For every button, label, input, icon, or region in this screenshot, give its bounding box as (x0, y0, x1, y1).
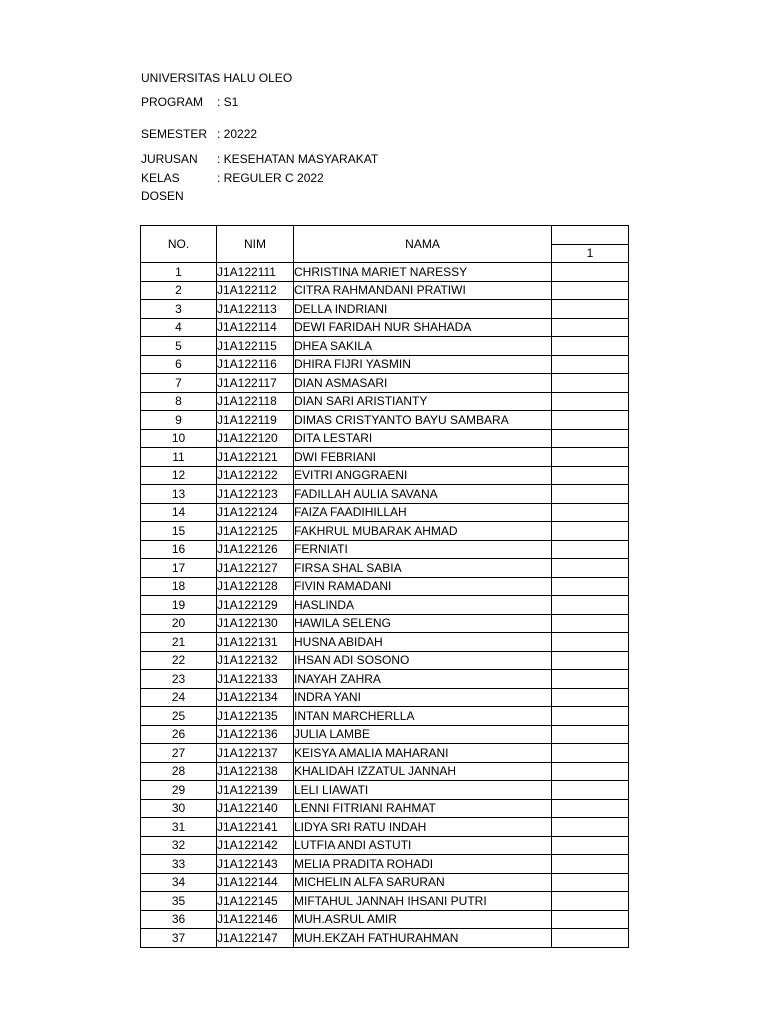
row-number: 26 (141, 725, 217, 744)
attendance-cell (552, 744, 629, 763)
attendance-cell (552, 781, 629, 800)
row-number: 18 (141, 577, 217, 596)
row-number: 17 (141, 559, 217, 578)
attendance-cell (552, 522, 629, 541)
student-nim: J1A122141 (217, 818, 294, 837)
column-header-nama: NAMA (294, 226, 552, 263)
attendance-cell (552, 836, 629, 855)
table-row (141, 411, 629, 430)
student-name: DIAN SARI ARISTIANTY (294, 392, 552, 411)
student-name: MUH.EKZAH FATHURAHMAN (294, 929, 552, 948)
table-row (141, 873, 629, 892)
student-nim: J1A122114 (217, 318, 294, 337)
row-number: 7 (141, 374, 217, 393)
row-number: 9 (141, 411, 217, 430)
student-name: IHSAN ADI SOSONO (294, 651, 552, 670)
student-nim: J1A122139 (217, 781, 294, 800)
student-nim: J1A122117 (217, 374, 294, 393)
student-name: EVITRI ANGGRAENI (294, 466, 552, 485)
attendance-cell (552, 818, 629, 837)
student-nim: J1A122113 (217, 300, 294, 319)
table-row (141, 855, 629, 874)
table-row (141, 910, 629, 929)
student-nim: J1A122133 (217, 670, 294, 689)
table-row (141, 818, 629, 837)
attendance-cell (552, 300, 629, 319)
column-header-no: NO. (141, 226, 217, 263)
row-number: 5 (141, 337, 217, 356)
table-row (141, 799, 629, 818)
attendance-cell (552, 485, 629, 504)
semester-label: SEMESTER (141, 127, 208, 141)
row-number: 11 (141, 448, 217, 467)
table-header (141, 226, 629, 263)
table-row (141, 688, 629, 707)
attendance-cell (552, 855, 629, 874)
student-nim: J1A122145 (217, 892, 294, 911)
row-number: 34 (141, 873, 217, 892)
table-row (141, 781, 629, 800)
table-row (141, 744, 629, 763)
table-row (141, 577, 629, 596)
row-number: 12 (141, 466, 217, 485)
student-name: CITRA RAHMANDANI PRATIWI (294, 281, 552, 300)
student-nim: J1A122119 (217, 411, 294, 430)
table-row (141, 448, 629, 467)
student-nim: J1A122134 (217, 688, 294, 707)
student-name: LIDYA SRI RATU INDAH (294, 818, 552, 837)
attendance-cell (552, 614, 629, 633)
row-number: 36 (141, 910, 217, 929)
student-nim: J1A122146 (217, 910, 294, 929)
student-name: HASLINDA (294, 596, 552, 615)
table-row (141, 374, 629, 393)
semester-value: : 20222 (217, 127, 258, 141)
student-nim: J1A122115 (217, 337, 294, 356)
attendance-cell (552, 688, 629, 707)
attendance-cell (552, 355, 629, 374)
table-row (141, 614, 629, 633)
row-number: 32 (141, 836, 217, 855)
table-row (141, 670, 629, 689)
attendance-cell (552, 337, 629, 356)
table-row (141, 392, 629, 411)
row-number: 33 (141, 855, 217, 874)
attendance-cell (552, 374, 629, 393)
student-name: FERNIATI (294, 540, 552, 559)
student-name: DHEA SAKILA (294, 337, 552, 356)
attendance-cell (552, 910, 629, 929)
table-row (141, 318, 629, 337)
student-name: KEISYA AMALIA MAHARANI (294, 744, 552, 763)
student-nim: J1A122130 (217, 614, 294, 633)
attendance-cell (552, 725, 629, 744)
attendance-cell (552, 762, 629, 781)
student-nim: J1A122143 (217, 855, 294, 874)
row-number: 28 (141, 762, 217, 781)
jurusan-value: : KESEHATAN MASYARAKAT (217, 152, 379, 166)
student-name: JULIA LAMBE (294, 725, 552, 744)
row-number: 30 (141, 799, 217, 818)
university-name: UNIVERSITAS HALU OLEO (141, 71, 293, 85)
row-number: 25 (141, 707, 217, 726)
table-row (141, 503, 629, 522)
row-number: 27 (141, 744, 217, 763)
kelas-label: KELAS (141, 171, 180, 185)
row-number: 14 (141, 503, 217, 522)
student-nim: J1A122122 (217, 466, 294, 485)
table-row (141, 522, 629, 541)
attendance-cell (552, 892, 629, 911)
attendance-cell (552, 559, 629, 578)
attendance-cell (552, 577, 629, 596)
student-name: MIFTAHUL JANNAH IHSANI PUTRI (294, 892, 552, 911)
table-row (141, 429, 629, 448)
program-value: : S1 (217, 95, 239, 109)
attendance-group-header (552, 226, 629, 245)
student-nim: J1A122111 (217, 263, 294, 282)
student-nim: J1A122135 (217, 707, 294, 726)
student-name: FAKHRUL MUBARAK AHMAD (294, 522, 552, 541)
row-number: 13 (141, 485, 217, 504)
student-nim: J1A122118 (217, 392, 294, 411)
student-nim: J1A122144 (217, 873, 294, 892)
student-nim: J1A122128 (217, 577, 294, 596)
table-row (141, 892, 629, 911)
dosen-label: DOSEN (141, 189, 184, 203)
student-nim: J1A122132 (217, 651, 294, 670)
row-number: 31 (141, 818, 217, 837)
student-name: FADILLAH AULIA SAVANA (294, 485, 552, 504)
student-name: DITA LESTARI (294, 429, 552, 448)
student-name: MELIA PRADITA ROHADI (294, 855, 552, 874)
row-number: 16 (141, 540, 217, 559)
table-row (141, 281, 629, 300)
attendance-table (140, 225, 629, 948)
row-number: 23 (141, 670, 217, 689)
table-row (141, 485, 629, 504)
attendance-cell (552, 670, 629, 689)
student-name: DWI FEBRIANI (294, 448, 552, 467)
student-nim: J1A122131 (217, 633, 294, 652)
student-name: DEWI FARIDAH NUR SHAHADA (294, 318, 552, 337)
student-name: FIVIN RAMADANI (294, 577, 552, 596)
attendance-cell (552, 540, 629, 559)
student-nim: J1A122123 (217, 485, 294, 504)
row-number: 21 (141, 633, 217, 652)
attendance-cell (552, 263, 629, 282)
row-number: 37 (141, 929, 217, 948)
attendance-cell (552, 707, 629, 726)
student-nim: J1A122140 (217, 799, 294, 818)
student-name: LELI LIAWATI (294, 781, 552, 800)
table-row (141, 929, 629, 948)
student-name: MUH.ASRUL AMIR (294, 910, 552, 929)
attendance-cell (552, 411, 629, 430)
row-number: 35 (141, 892, 217, 911)
student-name: DHIRA FIJRI YASMIN (294, 355, 552, 374)
attendance-cell (552, 873, 629, 892)
student-name: INDRA YANI (294, 688, 552, 707)
row-number: 8 (141, 392, 217, 411)
student-name: DELLA INDRIANI (294, 300, 552, 319)
student-name: HUSNA ABIDAH (294, 633, 552, 652)
attendance-cell (552, 448, 629, 467)
student-name: KHALIDAH IZZATUL JANNAH (294, 762, 552, 781)
row-number: 10 (141, 429, 217, 448)
attendance-cell (552, 466, 629, 485)
student-name: FAIZA FAADIHILLAH (294, 503, 552, 522)
attendance-cell (552, 392, 629, 411)
student-name: DIAN ASMASARI (294, 374, 552, 393)
student-name: LUTFIA ANDI ASTUTI (294, 836, 552, 855)
student-name: LENNI FITRIANI RAHMAT (294, 799, 552, 818)
attendance-cell (552, 651, 629, 670)
row-number: 29 (141, 781, 217, 800)
student-nim: J1A122136 (217, 725, 294, 744)
student-nim: J1A122126 (217, 540, 294, 559)
row-number: 24 (141, 688, 217, 707)
table-row (141, 337, 629, 356)
table-row (141, 707, 629, 726)
table-row (141, 466, 629, 485)
attendance-cell (552, 318, 629, 337)
student-name: DIMAS CRISTYANTO BAYU SAMBARA (294, 411, 552, 430)
row-number: 4 (141, 318, 217, 337)
attendance-cell (552, 799, 629, 818)
table-row (141, 300, 629, 319)
row-number: 3 (141, 300, 217, 319)
student-nim: J1A122147 (217, 929, 294, 948)
student-nim: J1A122120 (217, 429, 294, 448)
student-nim: J1A122116 (217, 355, 294, 374)
attendance-cell (552, 281, 629, 300)
student-nim: J1A122138 (217, 762, 294, 781)
row-number: 19 (141, 596, 217, 615)
student-nim: J1A122121 (217, 448, 294, 467)
student-name: FIRSA SHAL SABIA (294, 559, 552, 578)
table-row (141, 596, 629, 615)
table-row (141, 263, 629, 282)
meeting-number-header: 1 (552, 244, 629, 263)
student-nim: J1A122129 (217, 596, 294, 615)
attendance-cell (552, 633, 629, 652)
table-body (141, 263, 629, 948)
table-row (141, 651, 629, 670)
row-number: 20 (141, 614, 217, 633)
table-row (141, 836, 629, 855)
kelas-value: : REGULER C 2022 (217, 171, 324, 185)
program-label: PROGRAM (141, 95, 204, 109)
table-row (141, 762, 629, 781)
column-header-nim: NIM (217, 226, 294, 263)
row-number: 1 (141, 263, 217, 282)
attendance-cell (552, 929, 629, 948)
table-row (141, 725, 629, 744)
student-nim: J1A122127 (217, 559, 294, 578)
student-name: MICHELIN ALFA SARURAN (294, 873, 552, 892)
student-name: INTAN MARCHERLLA (294, 707, 552, 726)
student-name: CHRISTINA MARIET NARESSY (294, 263, 552, 282)
student-nim: J1A122142 (217, 836, 294, 855)
row-number: 2 (141, 281, 217, 300)
student-nim: J1A122125 (217, 522, 294, 541)
student-name: INAYAH ZAHRA (294, 670, 552, 689)
jurusan-label: JURUSAN (141, 152, 198, 166)
table-row (141, 540, 629, 559)
table-row (141, 633, 629, 652)
student-name: HAWILA SELENG (294, 614, 552, 633)
row-number: 6 (141, 355, 217, 374)
attendance-cell (552, 596, 629, 615)
table-row (141, 355, 629, 374)
table-row (141, 559, 629, 578)
row-number: 15 (141, 522, 217, 541)
student-nim: J1A122112 (217, 281, 294, 300)
row-number: 22 (141, 651, 217, 670)
attendance-cell (552, 503, 629, 522)
student-nim: J1A122137 (217, 744, 294, 763)
attendance-cell (552, 429, 629, 448)
student-nim: J1A122124 (217, 503, 294, 522)
